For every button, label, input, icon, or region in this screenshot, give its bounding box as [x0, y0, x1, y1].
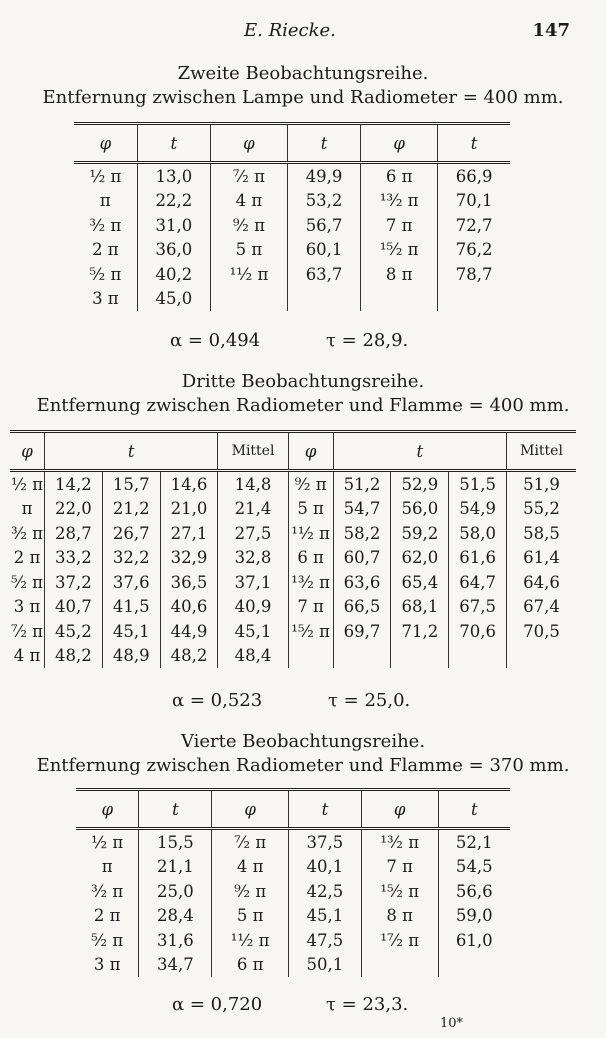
series-3-heading — [0, 370, 606, 418]
table-cell: 63,7 — [287, 262, 360, 287]
table-cell: ⁵⁄₂ π — [10, 570, 45, 595]
series-title: Zweite Beobachtungsreihe. — [177, 63, 429, 84]
table-cell: 36,0 — [137, 238, 210, 263]
table-cell: 15,5 — [139, 829, 212, 855]
table-cell: 56,0 — [391, 497, 449, 522]
table-cell: ½ π — [74, 163, 137, 189]
table-row — [10, 497, 576, 522]
table-header-row — [74, 124, 510, 163]
table-row — [74, 287, 510, 312]
table-cell: 45,1 — [288, 904, 361, 929]
table-cell: 53,2 — [287, 189, 360, 214]
page-number: 147 — [532, 20, 570, 41]
table-cell: 58,2 — [333, 521, 391, 546]
table-row — [10, 521, 576, 546]
table-cell: 42,5 — [288, 879, 361, 904]
table-cell: 40,2 — [137, 262, 210, 287]
table-cell: ¹³⁄₂ π — [361, 829, 438, 855]
table-row — [10, 619, 576, 644]
table-cell: 31,0 — [137, 213, 210, 238]
table-cell: 48,2 — [160, 644, 218, 669]
tau-value: τ = 23,3. — [326, 994, 409, 1015]
table-cell: 40,1 — [288, 855, 361, 880]
table-cell: ¹⁷⁄₂ π — [361, 928, 438, 953]
table-cell: π — [76, 855, 139, 880]
table-cell: ¹¹⁄₂ π — [212, 928, 289, 953]
table-cell: 2 π — [74, 238, 137, 263]
table-cell: 37,1 — [218, 570, 288, 595]
table-row — [74, 213, 510, 238]
series-title: Dritte Beobachtungsreihe. — [181, 371, 425, 392]
table-cell: 47,5 — [288, 928, 361, 953]
table-cell: 70,1 — [455, 191, 493, 211]
table-cell: 28,4 — [139, 904, 212, 929]
table-cell: 21,1 — [139, 855, 212, 880]
table-header-row — [10, 432, 576, 471]
table-row — [10, 595, 576, 620]
table-cell: 37,5 — [288, 829, 361, 855]
table-row — [76, 879, 510, 904]
table-cell: 7 π — [288, 595, 333, 620]
series-4-heading — [0, 730, 606, 778]
table-cell: 44,9 — [160, 619, 218, 644]
table-cell: ⁵⁄₂ π — [76, 928, 139, 953]
table-cell: ½ π — [76, 829, 139, 855]
table-cell: 2 π — [76, 904, 139, 929]
table-cell: 55,2 — [523, 499, 560, 519]
table-cell: 45,2 — [45, 619, 103, 644]
column-header: Mittel — [218, 432, 288, 471]
table-cell: 40,7 — [45, 595, 103, 620]
table-cell — [361, 287, 438, 312]
table-cell: 70,5 — [523, 621, 560, 641]
table-header-row — [76, 790, 510, 829]
table-row — [74, 189, 510, 214]
table-cell: 7 π — [361, 213, 438, 238]
table-cell: ³⁄₂ π — [76, 879, 139, 904]
table-cell: 78,7 — [455, 264, 493, 284]
table-cell: 13,0 — [137, 163, 210, 189]
alpha-value: α = 0,523 — [172, 690, 263, 711]
table-cell: ⁹⁄₂ π — [212, 879, 289, 904]
table-cell: 51,9 — [523, 474, 560, 494]
table-cell — [391, 644, 449, 669]
table-cell: 50,1 — [288, 953, 361, 978]
table-cell: 3 π — [74, 287, 137, 312]
table-row — [74, 262, 510, 287]
table-row — [76, 953, 510, 978]
table-cell: 37,6 — [102, 570, 160, 595]
table-cell: 52,1 — [455, 832, 493, 852]
series-subtitle: Entfernung zwischen Lampe und Radiometer = 400 mm. — [42, 87, 564, 108]
column-header: φ — [361, 790, 438, 829]
table-cell: 54,9 — [449, 497, 507, 522]
table-cell: 22,0 — [45, 497, 103, 522]
table-cell: 3 π — [76, 953, 139, 978]
table-cell: 3 π — [10, 595, 45, 620]
table-cell: 4 π — [210, 189, 287, 214]
table-cell: π — [10, 497, 45, 522]
series-3-table — [10, 430, 576, 668]
page-header — [0, 20, 606, 46]
table-row — [10, 546, 576, 571]
table-cell: 41,5 — [102, 595, 160, 620]
table-cell: 21,0 — [160, 497, 218, 522]
column-header: Mittel — [520, 443, 563, 459]
table-cell: 8 π — [361, 262, 438, 287]
table-cell — [449, 644, 507, 669]
table-cell: 37,2 — [45, 570, 103, 595]
table-cell: 22,2 — [137, 189, 210, 214]
table-cell: 31,6 — [139, 928, 212, 953]
column-header: φ — [288, 432, 333, 471]
table-cell: 36,5 — [160, 570, 218, 595]
series-4-table — [76, 788, 510, 977]
table-row — [10, 471, 576, 497]
table-cell: 59,0 — [455, 906, 493, 926]
table-cell: 60,1 — [287, 238, 360, 263]
table-cell: ⁹⁄₂ π — [210, 213, 287, 238]
table-cell — [288, 644, 333, 669]
table-cell: 14,6 — [160, 471, 218, 497]
table-cell: 51,5 — [449, 471, 507, 497]
table-cell — [438, 953, 510, 978]
table-cell: 49,9 — [287, 163, 360, 189]
column-header: t — [470, 799, 478, 819]
table-cell: 62,0 — [391, 546, 449, 571]
table-cell: 45,1 — [102, 619, 160, 644]
tau-value: τ = 28,9. — [326, 330, 409, 351]
table-cell: 5 π — [212, 904, 289, 929]
series-title: Vierte Beobachtungsreihe. — [180, 731, 426, 752]
table-cell: 63,6 — [333, 570, 391, 595]
table-row — [10, 570, 576, 595]
table-cell: 76,2 — [455, 240, 493, 260]
table-cell — [333, 644, 391, 669]
table-cell: 5 π — [210, 238, 287, 263]
alpha-value: α = 0,494 — [170, 330, 261, 351]
tau-value: τ = 25,0. — [328, 690, 411, 711]
table-cell: ⁷⁄₂ π — [212, 829, 289, 855]
table-cell: 61,0 — [455, 930, 493, 950]
column-header: t — [470, 133, 478, 153]
table-cell: 48,2 — [45, 644, 103, 669]
table-cell: 32,2 — [102, 546, 160, 571]
table-cell: 65,4 — [391, 570, 449, 595]
table-cell: 28,7 — [45, 521, 103, 546]
table-cell: ¹¹⁄₂ π — [210, 262, 287, 287]
series-2-table — [74, 122, 510, 311]
table-cell: 54,7 — [333, 497, 391, 522]
table-cell: 64,6 — [523, 572, 560, 592]
column-header: t — [288, 790, 361, 829]
table-row — [74, 238, 510, 263]
column-header: t — [137, 124, 210, 163]
table-cell: 14,8 — [218, 471, 288, 497]
column-header: φ — [212, 790, 289, 829]
table-cell: 34,7 — [139, 953, 212, 978]
table-cell: 56,6 — [455, 881, 493, 901]
table-cell: 72,7 — [455, 215, 493, 235]
table-cell: 14,2 — [45, 471, 103, 497]
table-cell: 64,7 — [449, 570, 507, 595]
table-cell: 32,8 — [218, 546, 288, 571]
column-header: φ — [361, 124, 438, 163]
table-cell: 45,0 — [137, 287, 210, 312]
table-cell — [507, 644, 576, 669]
table-cell: 52,9 — [391, 471, 449, 497]
series-2-heading — [0, 62, 606, 110]
table-cell: 61,6 — [449, 546, 507, 571]
table-cell — [438, 287, 510, 312]
table-cell: 4 π — [212, 855, 289, 880]
column-header: t — [139, 790, 212, 829]
table-cell: 21,2 — [102, 497, 160, 522]
table-cell: ⁵⁄₂ π — [74, 262, 137, 287]
table-cell: 5 π — [288, 497, 333, 522]
table-cell: 51,2 — [333, 471, 391, 497]
table-cell: 70,6 — [449, 619, 507, 644]
table-cell: ³⁄₂ π — [10, 521, 45, 546]
column-header: t — [45, 432, 218, 471]
column-header: φ — [74, 124, 137, 163]
table-cell: 25,0 — [139, 879, 212, 904]
table-cell: ¹³⁄₂ π — [288, 570, 333, 595]
table-cell: 7 π — [361, 855, 438, 880]
table-cell: 58,0 — [449, 521, 507, 546]
table-cell: ½ π — [10, 471, 45, 497]
table-cell: ¹⁵⁄₂ π — [288, 619, 333, 644]
table-cell: 68,1 — [391, 595, 449, 620]
table-cell: 26,7 — [102, 521, 160, 546]
table-cell: ¹¹⁄₂ π — [288, 521, 333, 546]
table-cell: 45,1 — [218, 619, 288, 644]
alpha-value: α = 0,720 — [172, 994, 263, 1015]
column-header: φ — [76, 790, 139, 829]
table-cell: 48,9 — [102, 644, 160, 669]
column-header: φ — [10, 432, 45, 471]
table-cell: 4 π — [10, 644, 45, 669]
table-cell: 21,4 — [218, 497, 288, 522]
table-cell: 8 π — [361, 904, 438, 929]
column-header: φ — [210, 124, 287, 163]
table-cell: π — [74, 189, 137, 214]
table-cell: 66,5 — [333, 595, 391, 620]
column-header: t — [287, 124, 360, 163]
series-subtitle: Entfernung zwischen Radiometer und Flamme = 400 mm. — [36, 395, 570, 416]
table-cell: 27,5 — [218, 521, 288, 546]
table-cell: 48,4 — [218, 644, 288, 669]
running-head-author: E. Riecke. — [244, 20, 336, 41]
table-cell: 71,2 — [391, 619, 449, 644]
table-cell: ¹⁵⁄₂ π — [361, 879, 438, 904]
table-cell: 32,9 — [160, 546, 218, 571]
table-cell: 69,7 — [333, 619, 391, 644]
table-cell: 40,9 — [218, 595, 288, 620]
table-row — [76, 829, 510, 855]
table-cell: 67,4 — [523, 597, 560, 617]
table-cell: ⁷⁄₂ π — [210, 163, 287, 189]
table-cell: 59,2 — [391, 521, 449, 546]
table-cell: 15,7 — [102, 471, 160, 497]
table-cell: 27,1 — [160, 521, 218, 546]
table-row — [76, 904, 510, 929]
table-cell: 61,4 — [523, 548, 560, 568]
table-cell: 6 π — [212, 953, 289, 978]
table-cell: 33,2 — [45, 546, 103, 571]
table-cell: 60,7 — [333, 546, 391, 571]
series-subtitle: Entfernung zwischen Radiometer und Flamme = 370 mm. — [36, 755, 570, 776]
column-header: t — [333, 432, 506, 471]
table-row — [10, 644, 576, 669]
table-cell: 56,7 — [287, 213, 360, 238]
table-cell: 2 π — [10, 546, 45, 571]
table-cell — [361, 953, 438, 978]
table-cell — [210, 287, 287, 312]
table-cell: 6 π — [361, 163, 438, 189]
table-row — [74, 163, 510, 189]
table-cell: 67,5 — [449, 595, 507, 620]
table-row — [76, 928, 510, 953]
table-cell: ⁷⁄₂ π — [10, 619, 45, 644]
table-cell: ¹⁵⁄₂ π — [361, 238, 438, 263]
table-cell: 66,9 — [455, 166, 493, 186]
table-cell: 40,6 — [160, 595, 218, 620]
table-row — [76, 855, 510, 880]
table-cell: ³⁄₂ π — [74, 213, 137, 238]
table-cell: 54,5 — [455, 857, 493, 877]
table-cell: 6 π — [288, 546, 333, 571]
signature-mark: 10* — [440, 1016, 464, 1031]
table-cell: ⁹⁄₂ π — [288, 471, 333, 497]
table-cell: 58,5 — [523, 523, 560, 543]
table-cell: ¹³⁄₂ π — [361, 189, 438, 214]
table-cell — [287, 287, 360, 312]
